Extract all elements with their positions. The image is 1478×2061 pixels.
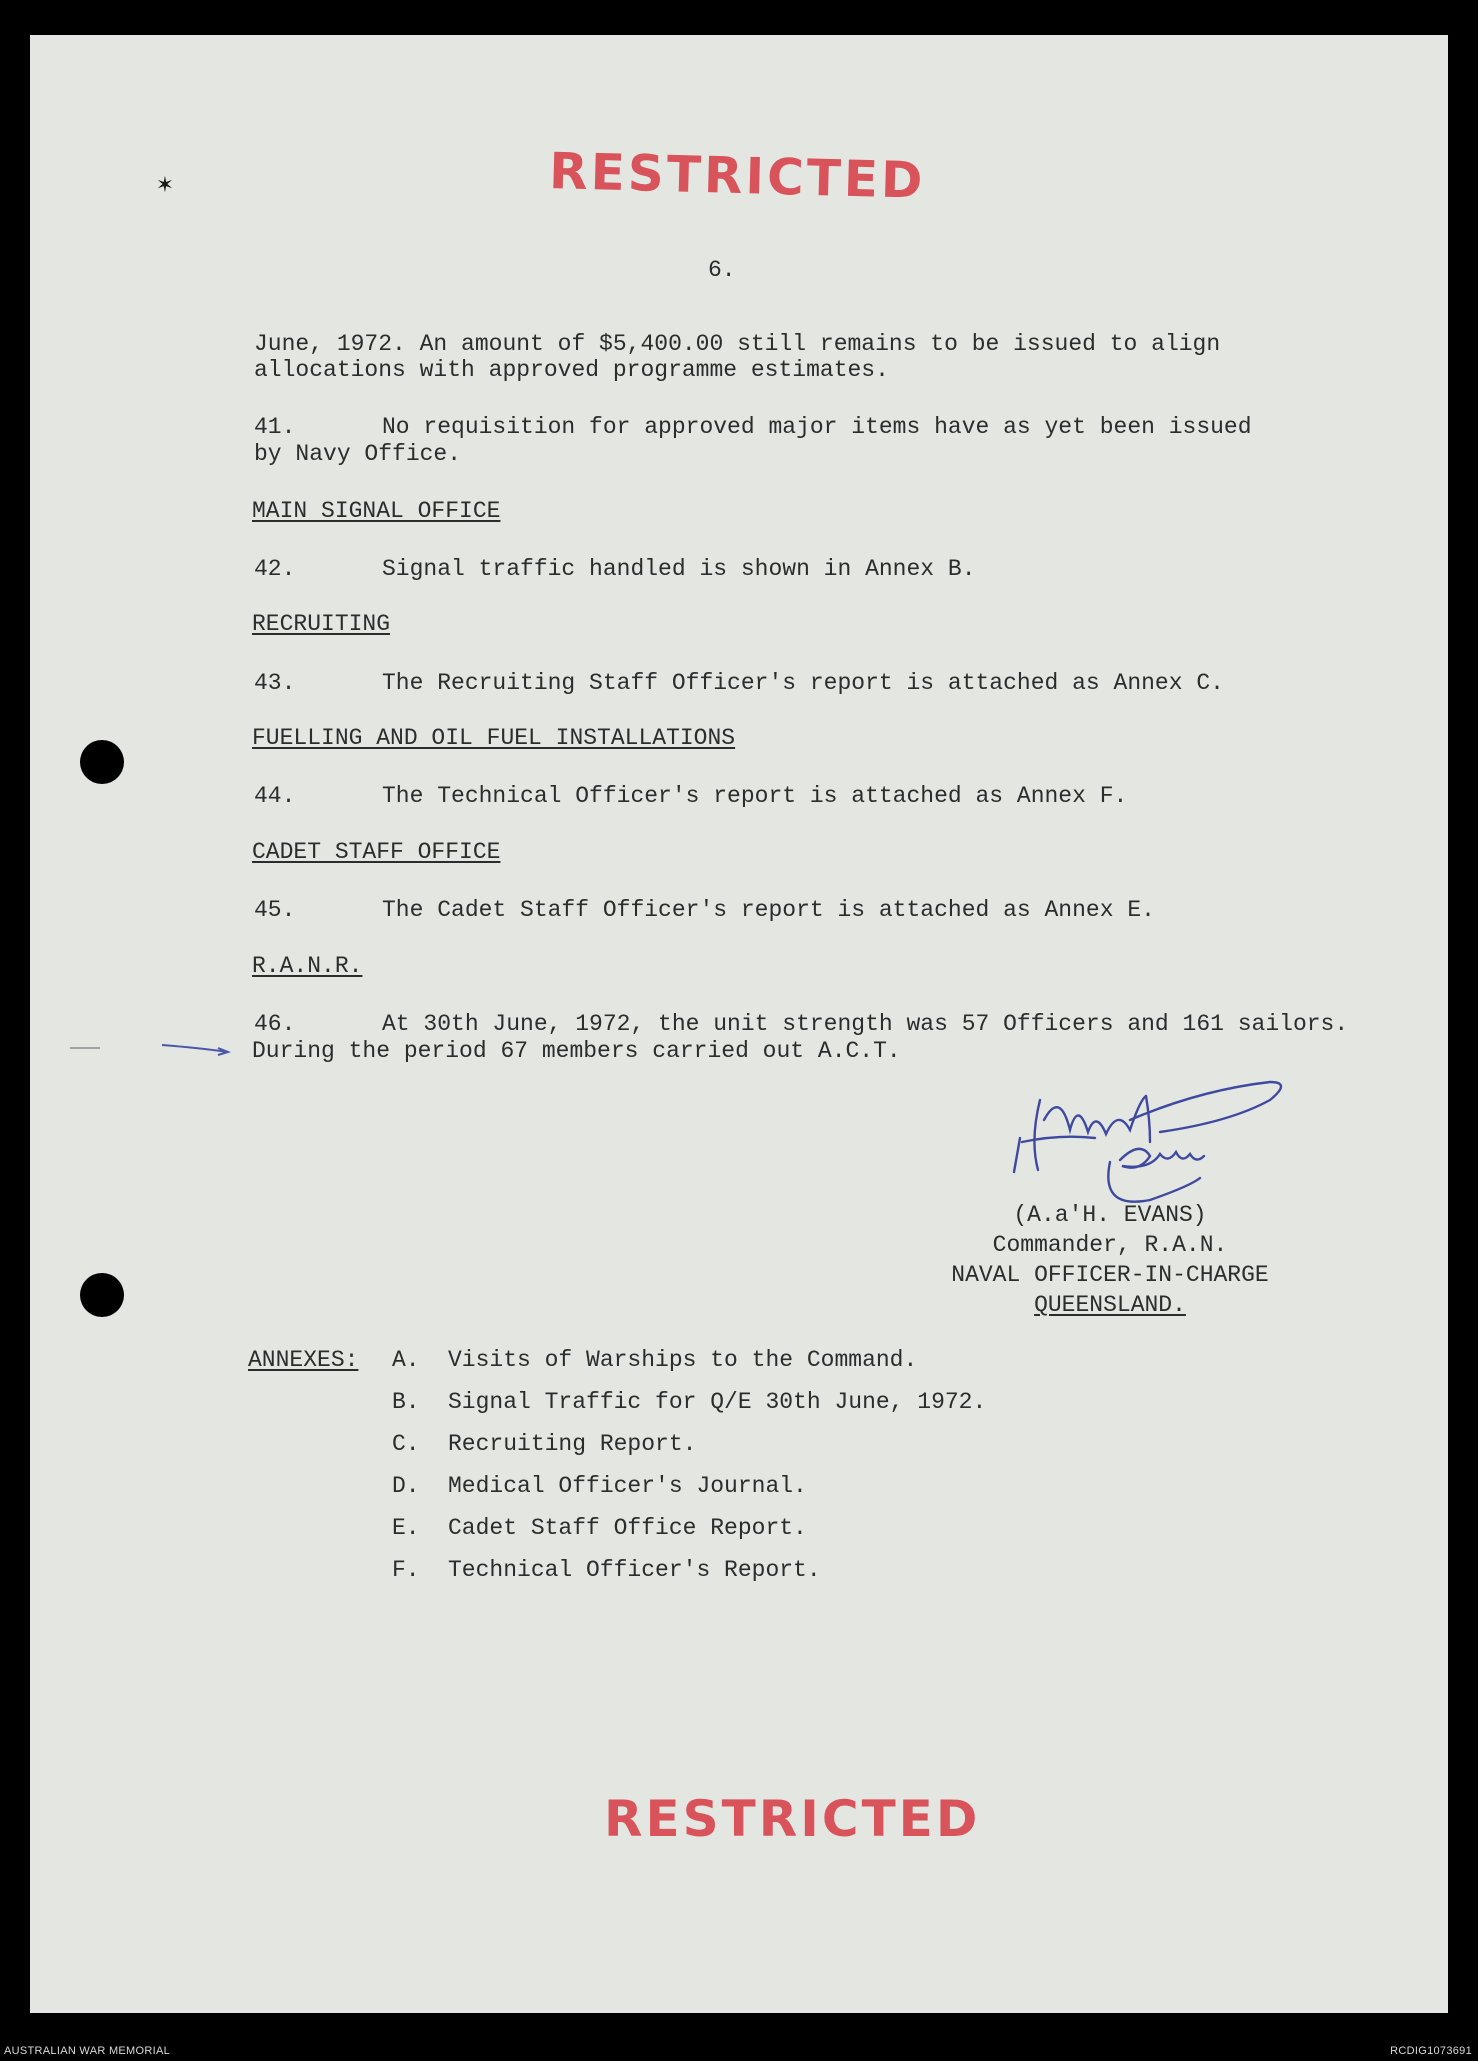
handwritten-signature bbox=[1000, 1060, 1300, 1220]
annex-item bbox=[392, 1388, 986, 1430]
annex-title: Recruiting Report. bbox=[448, 1431, 697, 1457]
margin-pen-mark bbox=[70, 1040, 240, 1060]
annex-item bbox=[392, 1556, 986, 1598]
paragraph-continued-line-1: June, 1972. An amount of $5,400.00 still remains to be issued to align bbox=[254, 331, 1221, 357]
paragraph-41-text: No requisition for approved major items have as yet been issued bbox=[382, 414, 1252, 440]
paragraph-continued-line-2: allocations with approved programme estimates. bbox=[254, 357, 889, 383]
paragraph-44 bbox=[254, 782, 1127, 810]
staple-hole-icon: ✶ bbox=[157, 170, 173, 200]
signatory-name: (A.a'H. EVANS) bbox=[1013, 1202, 1207, 1228]
annex-letter: C. bbox=[392, 1431, 420, 1457]
archive-credit: AUSTRALIAN WAR MEMORIAL bbox=[4, 2045, 171, 2057]
annex-list bbox=[392, 1346, 986, 1598]
paragraph-43 bbox=[254, 669, 1224, 697]
heading-cadet-staff-office: CADET STAFF OFFICE bbox=[252, 839, 501, 865]
heading-fuelling: FUELLING AND OIL FUEL INSTALLATIONS bbox=[252, 725, 736, 751]
signature-block bbox=[945, 1200, 1275, 1320]
paragraph-41-line-1 bbox=[254, 413, 1252, 441]
heading-main-signal-office: MAIN SIGNAL OFFICE bbox=[252, 498, 501, 524]
annex-letter: A. bbox=[392, 1347, 420, 1373]
annex-title: Cadet Staff Office Report. bbox=[448, 1515, 807, 1541]
annex-letter: D. bbox=[392, 1473, 420, 1499]
archive-reference: RCDIG1073691 bbox=[1390, 2045, 1472, 2057]
heading-ranr: R.A.N.R. bbox=[252, 953, 363, 979]
annex-title: Medical Officer's Journal. bbox=[448, 1473, 807, 1499]
classification-stamp-top: RESTRICTED bbox=[548, 142, 927, 210]
paragraph-45 bbox=[254, 896, 1155, 924]
paragraph-42-number: 42. bbox=[254, 556, 296, 582]
paragraph-46-line-2: During the period 67 members carried out A.C.T. bbox=[252, 1038, 901, 1064]
paragraph-42 bbox=[254, 555, 976, 583]
annex-item bbox=[392, 1514, 986, 1556]
annex-letter: E. bbox=[392, 1515, 420, 1541]
paragraph-42-text: Signal traffic handled is shown in Annex B. bbox=[382, 556, 976, 582]
paragraph-45-number: 45. bbox=[254, 897, 296, 923]
annex-letter: B. bbox=[392, 1389, 420, 1415]
annexes-label: ANNEXES: bbox=[248, 1347, 359, 1373]
heading-recruiting: RECRUITING bbox=[252, 611, 391, 637]
annex-title: Technical Officer's Report. bbox=[448, 1557, 821, 1583]
paragraph-46-line-1 bbox=[254, 1010, 1348, 1038]
classification-stamp-bottom: RESTRICTED bbox=[604, 1790, 981, 1848]
punch-hole-top bbox=[80, 740, 124, 784]
paragraph-41-line-2: by Navy Office. bbox=[254, 441, 462, 467]
annex-title: Signal Traffic for Q/E 30th June, 1972. bbox=[448, 1389, 987, 1415]
annex-title: Visits of Warships to the Command. bbox=[448, 1347, 918, 1373]
paragraph-46-text: At 30th June, 1972, the unit strength was 57 Officers and 161 sailors. bbox=[382, 1011, 1349, 1037]
signatory-position: NAVAL OFFICER-IN-CHARGE bbox=[951, 1262, 1269, 1288]
annex-item bbox=[392, 1346, 986, 1388]
paragraph-43-text: The Recruiting Staff Officer's report is attached as Annex C. bbox=[382, 670, 1224, 696]
annex-item bbox=[392, 1430, 986, 1472]
annex-letter: F. bbox=[392, 1557, 420, 1583]
paragraph-43-number: 43. bbox=[254, 670, 296, 696]
paragraph-41-number: 41. bbox=[254, 414, 296, 440]
paragraph-45-text: The Cadet Staff Officer's report is attached as Annex E. bbox=[382, 897, 1155, 923]
page-number: 6. bbox=[708, 257, 736, 283]
paragraph-44-text: The Technical Officer's report is attached as Annex F. bbox=[382, 783, 1128, 809]
paragraph-44-number: 44. bbox=[254, 783, 296, 809]
annex-item bbox=[392, 1472, 986, 1514]
paragraph-46-number: 46. bbox=[254, 1011, 296, 1037]
signatory-region: QUEENSLAND. bbox=[1034, 1292, 1186, 1318]
punch-hole-bottom bbox=[80, 1273, 124, 1317]
signatory-rank: Commander, R.A.N. bbox=[992, 1232, 1228, 1258]
